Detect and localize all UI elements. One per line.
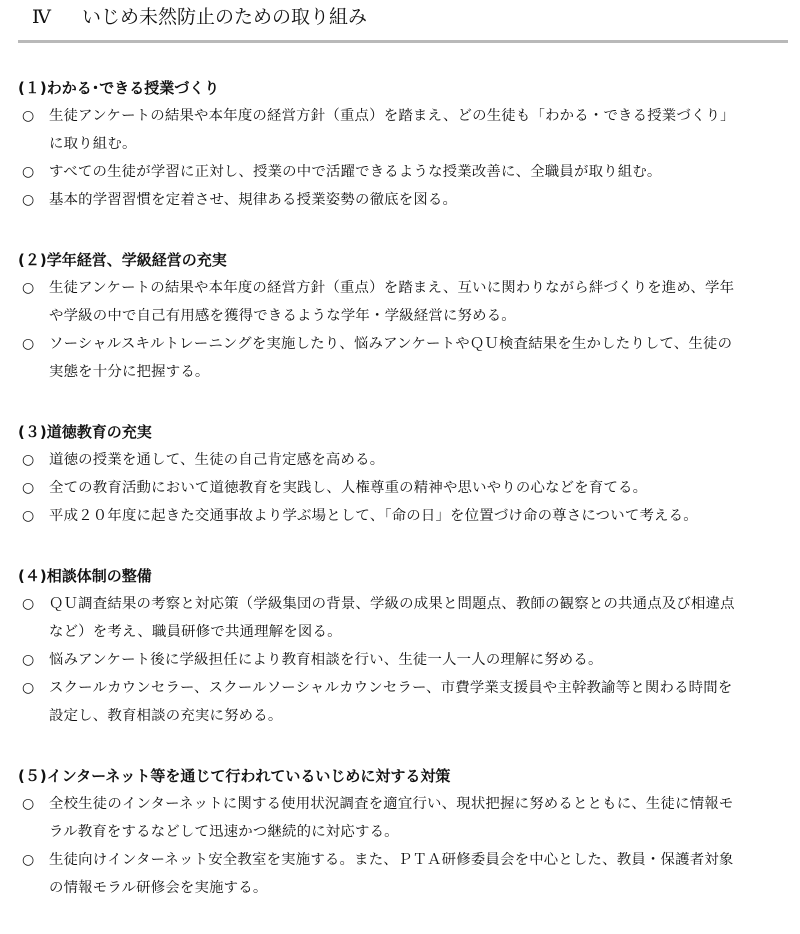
title-divider	[18, 40, 788, 43]
list-item-text: 全校生徒のインターネットに関する使用状況調査を適宜行い、現状把握に努めるとともに、生徒に情報モ	[49, 796, 734, 812]
circle-bullet-icon: ○	[22, 192, 35, 208]
section-heading: (１)わかる･できる授業づくり	[18, 79, 220, 97]
list-item-text: 平成２０年度に起きた交通事故より学ぶ場として、「命の日」を位置づけ命の尊さについて考える。	[49, 508, 698, 524]
page-title	[32, 4, 367, 30]
list-item-text: 設定し、教育相談の充実に努める。	[49, 708, 283, 724]
circle-bullet-icon: ○	[22, 680, 35, 696]
list-item-text: 生徒アンケートの結果や本年度の経営方針（重点）を踏まえ、互いに関わりながら絆づくりを進め、学年	[49, 280, 735, 296]
list-item	[18, 102, 792, 158]
list-item-text: すべての生徒が学習に正対し、授業の中で活躍できるような授業改善に、全職員が取り組む。	[49, 164, 662, 180]
list-item	[18, 790, 792, 846]
list-item	[18, 474, 792, 502]
section-heading: (３)道徳教育の充実	[18, 423, 152, 441]
list-item	[18, 674, 792, 730]
circle-bullet-icon: ○	[22, 480, 35, 496]
circle-bullet-icon: ○	[22, 652, 35, 668]
circle-bullet-icon: ○	[22, 508, 35, 524]
section-4	[18, 562, 792, 730]
chapter-number: Ⅳ	[32, 6, 51, 28]
section-5	[18, 762, 792, 902]
list-item	[18, 846, 792, 902]
list-item-text: 悩みアンケート後に学級担任により教育相談を行い、生徒一人一人の理解に努める。	[49, 652, 603, 668]
section-3	[18, 418, 792, 530]
list-item	[18, 446, 792, 474]
section-heading: (５)インターネット等を通じて行われているいじめに対する対策	[18, 767, 451, 785]
circle-bullet-icon: ○	[22, 336, 35, 352]
circle-bullet-icon: ○	[22, 796, 35, 812]
section-1	[18, 74, 792, 214]
list-item	[18, 590, 792, 646]
list-item-text: スクールカウンセラー、スクールソーシャルカウンセラー、市費学業支援員や主幹教諭等と関わる時間を	[49, 680, 733, 696]
circle-bullet-icon: ○	[22, 852, 35, 868]
list-item-text: の情報モラル研修会を実施する。	[49, 880, 268, 896]
section-heading: (４)相談体制の整備	[18, 567, 152, 585]
list-item-text: 道徳の授業を通して、生徒の自己肯定感を高める。	[49, 452, 385, 468]
list-item	[18, 274, 792, 330]
list-item-text: に取り組む。	[49, 136, 137, 152]
list-item-text: 生徒アンケートの結果や本年度の経営方針（重点）を踏まえ、どの生徒も「わかる・できる授業づくり」	[49, 108, 735, 124]
list-item	[18, 646, 792, 674]
sections-container	[18, 74, 792, 934]
circle-bullet-icon: ○	[22, 452, 35, 468]
list-item-text: や学級の中で自己有用感を獲得できるような学年・学級経営に努める。	[49, 308, 516, 324]
section-heading: (２)学年経営、学級経営の充実	[18, 251, 227, 269]
list-item-text: 生徒向けインターネット安全教室を実施する。また、ＰＴＡ研修委員会を中心とした、教員・保護者対象	[49, 852, 734, 868]
list-item	[18, 158, 792, 186]
circle-bullet-icon: ○	[22, 280, 35, 296]
section-2	[18, 246, 792, 386]
list-item-text: ＱＵ調査結果の考察と対応策（学級集団の背景、学級の成果と問題点、教師の観察との共通点及び相違点	[49, 596, 735, 612]
list-item-text: など）を考え、職員研修で共通理解を図る。	[49, 624, 342, 640]
list-item-text: ソーシャルスキルトレーニングを実施したり、悩みアンケートやＱＵ検査結果を生かしたりして、生徒の	[49, 336, 733, 352]
list-item	[18, 502, 792, 530]
circle-bullet-icon: ○	[22, 596, 35, 612]
chapter-title: いじめ未然防止のための取り組み	[82, 6, 368, 28]
circle-bullet-icon: ○	[22, 108, 35, 124]
list-item	[18, 186, 792, 214]
list-item-text: 実態を十分に把握する。	[49, 364, 210, 380]
circle-bullet-icon: ○	[22, 164, 35, 180]
list-item	[18, 330, 792, 386]
list-item-text: 基本的学習習慣を定着させ、規律ある授業姿勢の徹底を図る。	[49, 192, 458, 208]
list-item-text: 全ての教育活動において道徳教育を実践し、人権尊重の精神や思いやりの心などを育てる。	[49, 480, 648, 496]
list-item-text: ラル教育をするなどして迅速かつ継続的に対応する。	[49, 824, 399, 840]
